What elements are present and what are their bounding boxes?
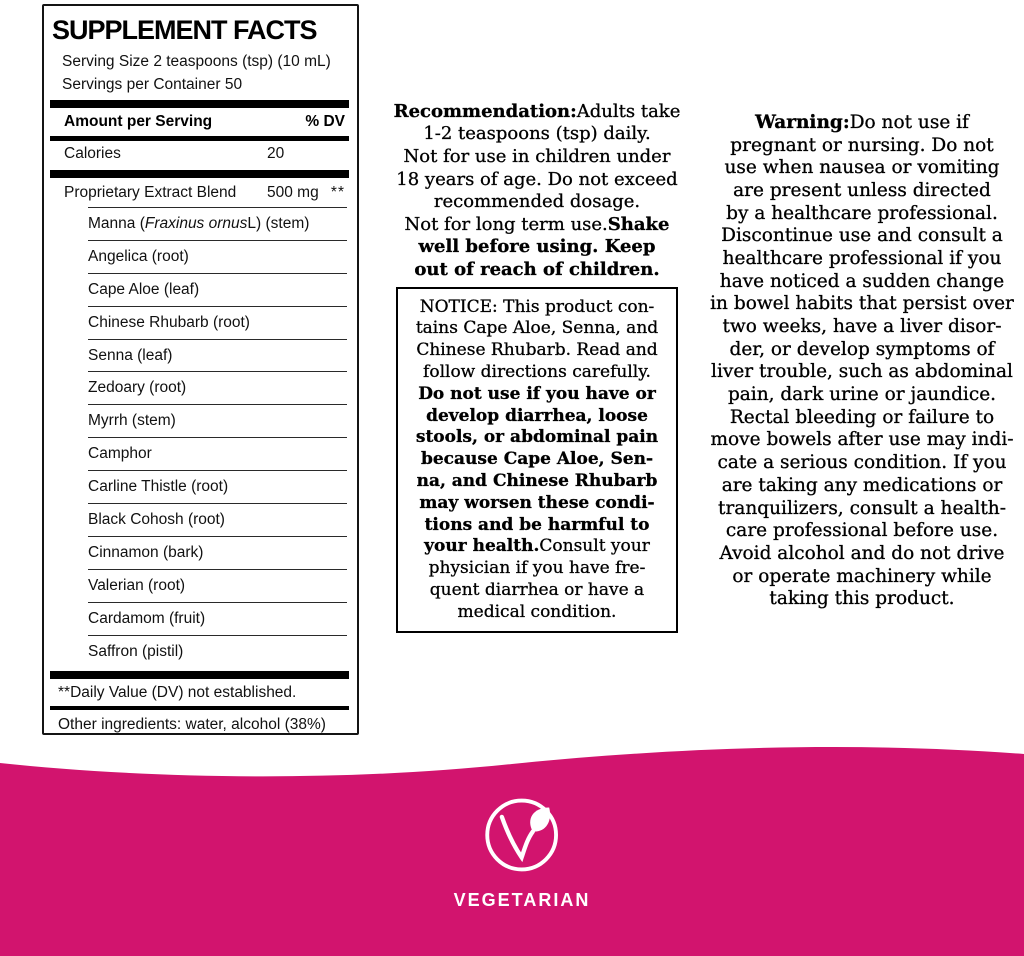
text-segment: tranquilizers, consult a health- (718, 497, 1006, 519)
text-segment: are taking any medications or (721, 474, 1003, 496)
text-line (700, 383, 1024, 406)
text-line (700, 361, 1024, 384)
text-segment: der, or develop symptoms of (729, 338, 995, 360)
text-segment: NOTICE: This product con- (419, 296, 655, 317)
text-segment: have noticed a sudden change (719, 270, 1005, 292)
calories-value: 20 (267, 144, 285, 162)
text-line (700, 224, 1024, 247)
text-line (396, 258, 678, 281)
proprietary-blend-row (64, 178, 347, 207)
text-segment: pregnant or nursing. Do not (730, 134, 994, 156)
text-segment: tions and be harmful to (424, 514, 650, 535)
text-segment: are present unless directed (733, 179, 991, 201)
ingredient-row (88, 241, 347, 274)
text-line (400, 318, 674, 340)
ingredient-row (88, 274, 347, 307)
ingredient-row (88, 570, 347, 603)
serving-size: Serving Size 2 teaspoons (tsp) (10 mL) (62, 53, 331, 70)
ingredient-row (88, 405, 347, 438)
text-segment: Not for use in children under (403, 145, 671, 167)
ingredient-row (88, 372, 347, 405)
text-line (700, 293, 1024, 316)
text-segment: taking this product. (769, 588, 955, 610)
text-line (700, 202, 1024, 225)
text-segment: develop diarrhea, loose (426, 405, 648, 426)
text-segment: cate a serious condition. If you (717, 452, 1007, 474)
text-segment: move bowels after use may indi- (710, 429, 1014, 451)
text-line (400, 427, 674, 449)
supplement-facts-panel (42, 4, 359, 735)
text-segment: tains Cape Aloe, Senna, and (415, 318, 659, 339)
blend-label: Proprietary Extract Blend (64, 183, 237, 201)
text-line (400, 339, 674, 361)
text-line (400, 514, 674, 536)
ingredient-row (88, 603, 347, 636)
text-line (700, 474, 1024, 497)
ingredient-list (88, 207, 347, 667)
ingredient-name: Chinese Rhubarb (root) (88, 313, 250, 331)
text-line (700, 565, 1024, 588)
text-segment: stools, or abdominal pain (415, 427, 659, 448)
ingredient-row (88, 207, 347, 241)
recommendation-text (393, 100, 681, 281)
text-segment: recommended dosage. (433, 191, 641, 213)
notice-text (400, 296, 674, 623)
vegetarian-badge (454, 792, 591, 911)
ingredient-name: Saffron (pistil) (88, 642, 184, 660)
text-segment: Discontinue use and consult a (721, 225, 1003, 247)
blend-amount: 500 mg (267, 183, 319, 201)
text-line (396, 145, 678, 168)
servings-per-container: Servings per Container 50 (62, 76, 243, 93)
text-line (400, 448, 674, 470)
text-line (400, 601, 674, 623)
ingredient-name: Senna (leaf) (88, 346, 173, 364)
other-ingredients: Other ingredients: water, alcohol (38%) (58, 716, 326, 734)
text-line (700, 134, 1024, 157)
ingredient-name: Manna ( (88, 214, 145, 232)
ingredient-name: Cardamom (fruit) (88, 609, 206, 627)
blend-dv-asterisks: ** (330, 183, 345, 201)
text-segment: Shake (607, 213, 670, 235)
text-segment: 1-2 teaspoons (tsp) daily. (423, 123, 651, 145)
text-segment: Do not use if you have or (418, 383, 656, 404)
text-segment: well before using. Keep (418, 236, 656, 258)
amount-per-serving-header: Amount per Serving (64, 113, 213, 130)
ingredient-row (88, 537, 347, 570)
text-line (700, 156, 1024, 179)
text-line (700, 111, 1024, 134)
ingredient-row (88, 504, 347, 537)
ingredient-row (88, 471, 347, 504)
text-line (396, 190, 678, 213)
vegetarian-label: VEGETARIAN (453, 890, 591, 910)
text-line (400, 536, 674, 558)
ingredient-name: Black Cohosh (root) (88, 510, 225, 528)
text-segment: follow directions carefully. (423, 362, 651, 383)
text-segment: na, and Chinese Rhubarb (416, 471, 658, 492)
text-line (700, 451, 1024, 474)
text-line (700, 270, 1024, 293)
text-line (396, 123, 678, 146)
text-line (400, 492, 674, 514)
text-segment: by a healthcare professional. (726, 202, 998, 224)
text-segment: or operate machinery while (732, 565, 992, 587)
text-segment: Warning: (755, 111, 850, 133)
ingredient-name: Camphor (88, 445, 152, 463)
text-segment: medical condition. (457, 601, 617, 622)
text-line (400, 296, 674, 318)
text-line (700, 406, 1024, 429)
notice-box (396, 287, 678, 633)
text-segment: because Cape Aloe, Sen- (420, 449, 654, 470)
text-line (400, 361, 674, 383)
divider-bar-thick (50, 671, 349, 679)
text-line (396, 236, 678, 259)
ingredient-row (88, 636, 347, 668)
text-segment: 18 years of age. Do not exceed (396, 168, 678, 190)
ingredient-name: Cape Aloe (leaf) (88, 280, 200, 298)
text-segment: may worsen these condi- (419, 492, 655, 513)
ingredient-name: L) (stem) (247, 214, 310, 232)
ingredient-row (88, 438, 347, 471)
text-segment: quent diarrhea or have a (429, 580, 645, 600)
text-line (400, 470, 674, 492)
text-line (700, 315, 1024, 338)
text-segment: healthcare professional if you (722, 247, 1002, 269)
directions-column (393, 100, 681, 633)
text-segment: Avoid alcohol and do not drive (719, 542, 1005, 564)
text-line (396, 168, 678, 191)
panel-title: SUPPLEMENT FACTS (52, 15, 317, 45)
ingredient-row (88, 307, 347, 340)
text-line (700, 587, 1024, 610)
text-line (400, 405, 674, 427)
text-line (393, 100, 681, 123)
dv-footnote: **Daily Value (DV) not established. (58, 683, 297, 701)
vegetarian-v-leaf-icon (479, 792, 565, 878)
ingredient-name: Cinnamon (bark) (88, 543, 204, 561)
text-segment: Consult your (539, 536, 650, 557)
text-segment: liver trouble, such as abdominal (711, 361, 1013, 383)
ingredient-name: Valerian (root) (88, 576, 186, 594)
amount-header-row (64, 108, 347, 136)
text-segment: out of reach of children. (414, 258, 660, 280)
text-line (700, 179, 1024, 202)
text-line (700, 542, 1024, 565)
ingredient-name: Myrrh (stem) (88, 412, 176, 430)
text-line (400, 557, 674, 579)
text-line (700, 429, 1024, 452)
text-segment: Not for long term use. (404, 213, 608, 235)
text-line (700, 497, 1024, 520)
text-segment: Do not use if (849, 111, 969, 133)
text-segment: use when nausea or vomiting (724, 157, 1000, 179)
ingredient-name: Zedoary (root) (88, 379, 187, 397)
divider-bar-thick (50, 170, 349, 178)
text-line (400, 383, 674, 405)
text-segment: pain, dark urine or jaundice. (727, 384, 997, 406)
ingredient-name: Angelica (root) (88, 247, 189, 265)
ingredient-row (88, 340, 347, 373)
text-segment: Rectal bleeding or failure to (729, 406, 995, 428)
ingredient-name: Carline Thistle (root) (88, 478, 229, 496)
text-line (700, 519, 1024, 542)
text-segment: Recommendation: (393, 100, 577, 122)
text-segment: in bowel habits that persist over (710, 293, 1014, 315)
text-segment: your health. (424, 536, 540, 557)
text-line (396, 213, 678, 236)
calories-label: Calories (64, 144, 121, 162)
text-segment: care professional before use. (725, 520, 999, 542)
text-line (700, 247, 1024, 270)
text-line (400, 579, 674, 601)
ingredient-name: Fraxinus ornus (144, 214, 248, 232)
text-segment: two weeks, have a liver disor- (722, 316, 1002, 338)
divider-bar-thick (50, 100, 349, 108)
text-segment: Adults take (576, 100, 681, 122)
calories-row (64, 141, 347, 166)
text-segment: physician if you have fre- (428, 558, 646, 579)
text-segment: Chinese Rhubarb. Read and (416, 340, 658, 361)
warning-text (700, 111, 1024, 610)
percent-dv-header: % DV (305, 113, 345, 130)
text-line (700, 338, 1024, 361)
